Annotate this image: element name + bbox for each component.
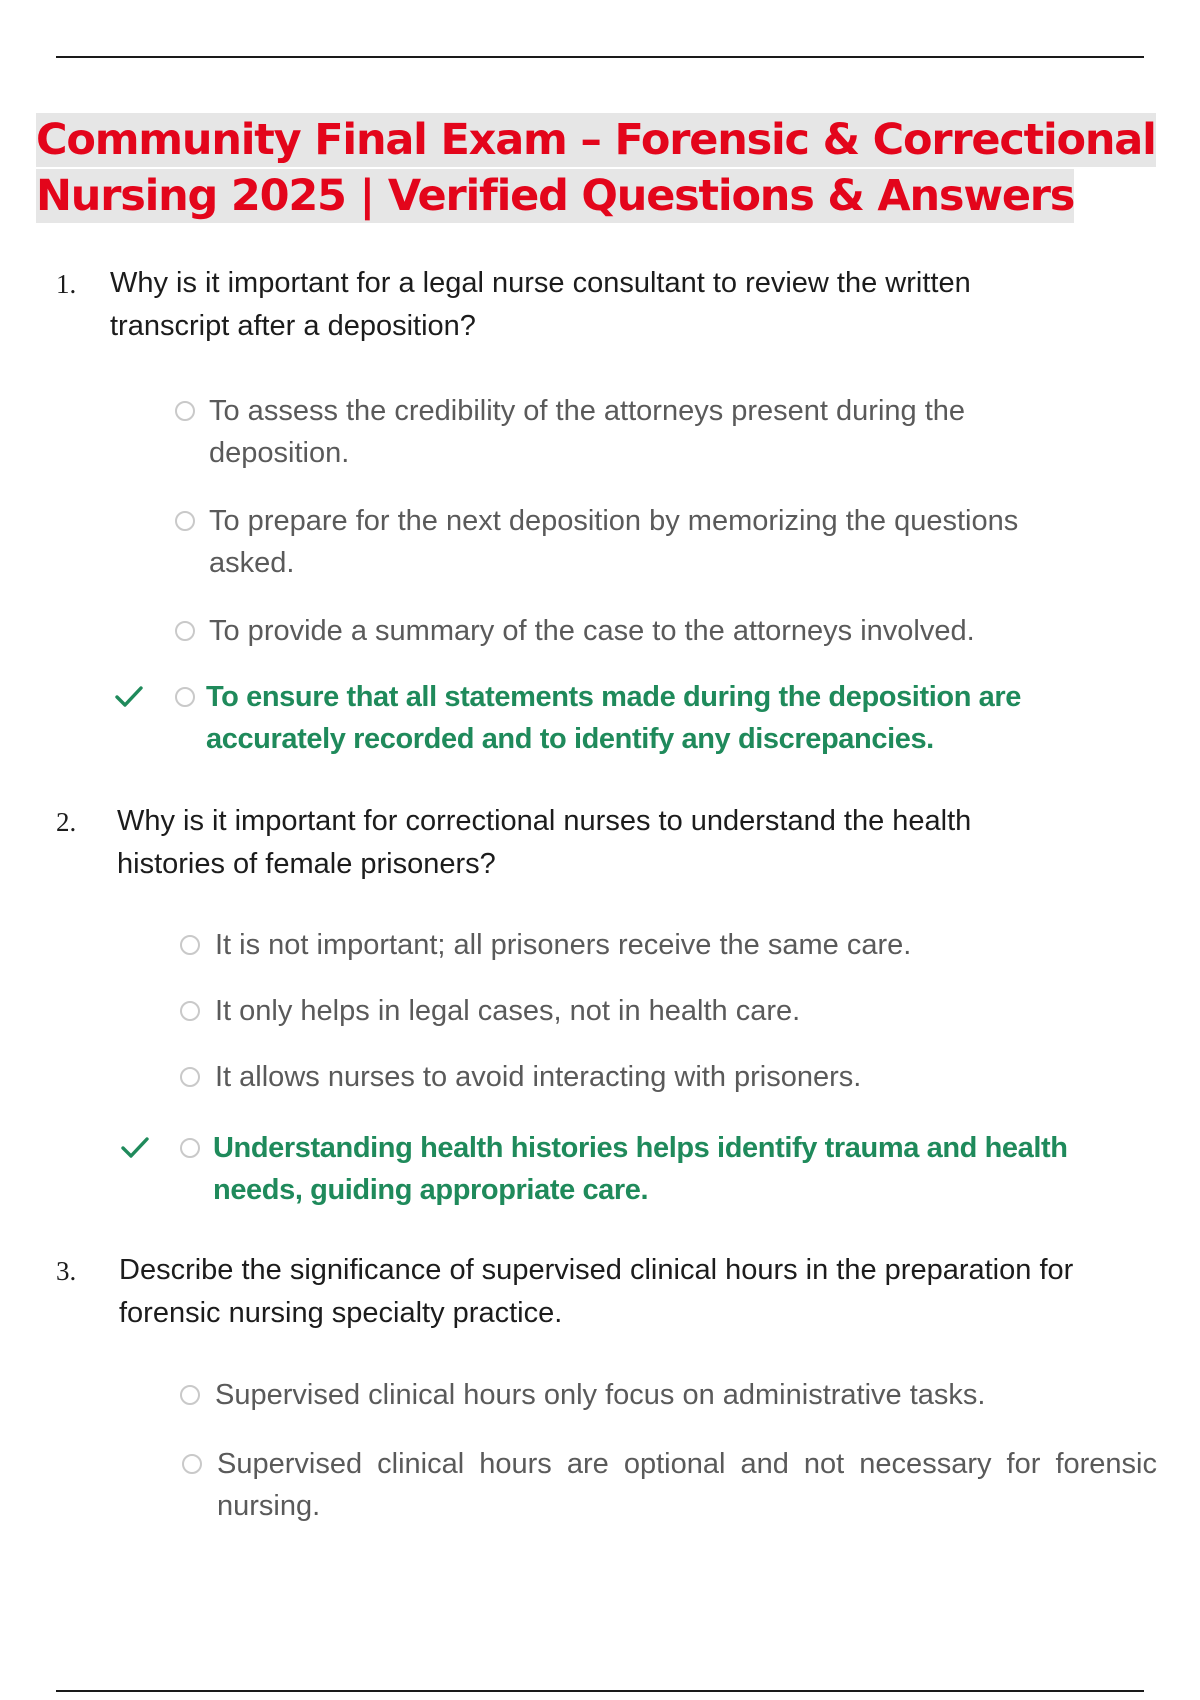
checkmark-icon — [114, 682, 144, 712]
question-text: Describe the significance of supervised clinical hours in the preparation for forensic nursing specialty practice. — [119, 1254, 1074, 1329]
option-text: Understanding health histories helps identify trauma and health needs, guiding appropriate care. — [213, 1132, 1068, 1206]
radio-button[interactable] — [182, 1454, 202, 1474]
title-line-2: Nursing 2025 | Verified Questions & Answers — [36, 171, 1075, 221]
bottom-divider — [56, 1690, 1144, 1692]
option-text: It allows nurses to avoid interacting with prisoners. — [215, 1061, 862, 1093]
radio-button[interactable] — [180, 1001, 200, 1021]
option-text: To ensure that all statements made during the deposition are accurately recorded and to identify any discrepancies. — [206, 681, 1022, 755]
radio-button[interactable] — [180, 1067, 200, 1087]
option-text: To prepare for the next deposition by memorizing the questions asked. — [209, 505, 1019, 579]
option-text: It is not important; all prisoners receive the same care. — [215, 929, 912, 961]
checkmark-icon — [120, 1133, 150, 1163]
page-title — [36, 112, 1186, 224]
question-number: 2. — [56, 807, 77, 837]
title-line-1: Community Final Exam – Forensic & Correctional — [36, 115, 1156, 165]
option-text: Supervised clinical hours only focus on administrative tasks. — [215, 1379, 986, 1411]
question-text: Why is it important for a legal nurse consultant to review the written transcript after a deposition? — [110, 267, 971, 342]
radio-button[interactable] — [180, 935, 200, 955]
radio-button[interactable] — [175, 687, 195, 707]
question-text: Why is it important for correctional nurses to understand the health histories of female prisoners? — [117, 805, 972, 880]
radio-button[interactable] — [180, 1138, 200, 1158]
radio-button[interactable] — [175, 621, 195, 641]
question-number: 1. — [56, 269, 77, 299]
top-divider — [56, 56, 1144, 58]
radio-button[interactable] — [175, 511, 195, 531]
option-text: To assess the credibility of the attorneys present during the deposition. — [209, 395, 966, 469]
option-text: Supervised clinical hours are optional and not necessary for forensic nursing. — [217, 1448, 1157, 1522]
radio-button[interactable] — [180, 1385, 200, 1405]
radio-button[interactable] — [175, 401, 195, 421]
option-text: It only helps in legal cases, not in health care. — [215, 995, 801, 1027]
option-text: To provide a summary of the case to the attorneys involved. — [209, 615, 975, 647]
question-number: 3. — [56, 1256, 77, 1286]
